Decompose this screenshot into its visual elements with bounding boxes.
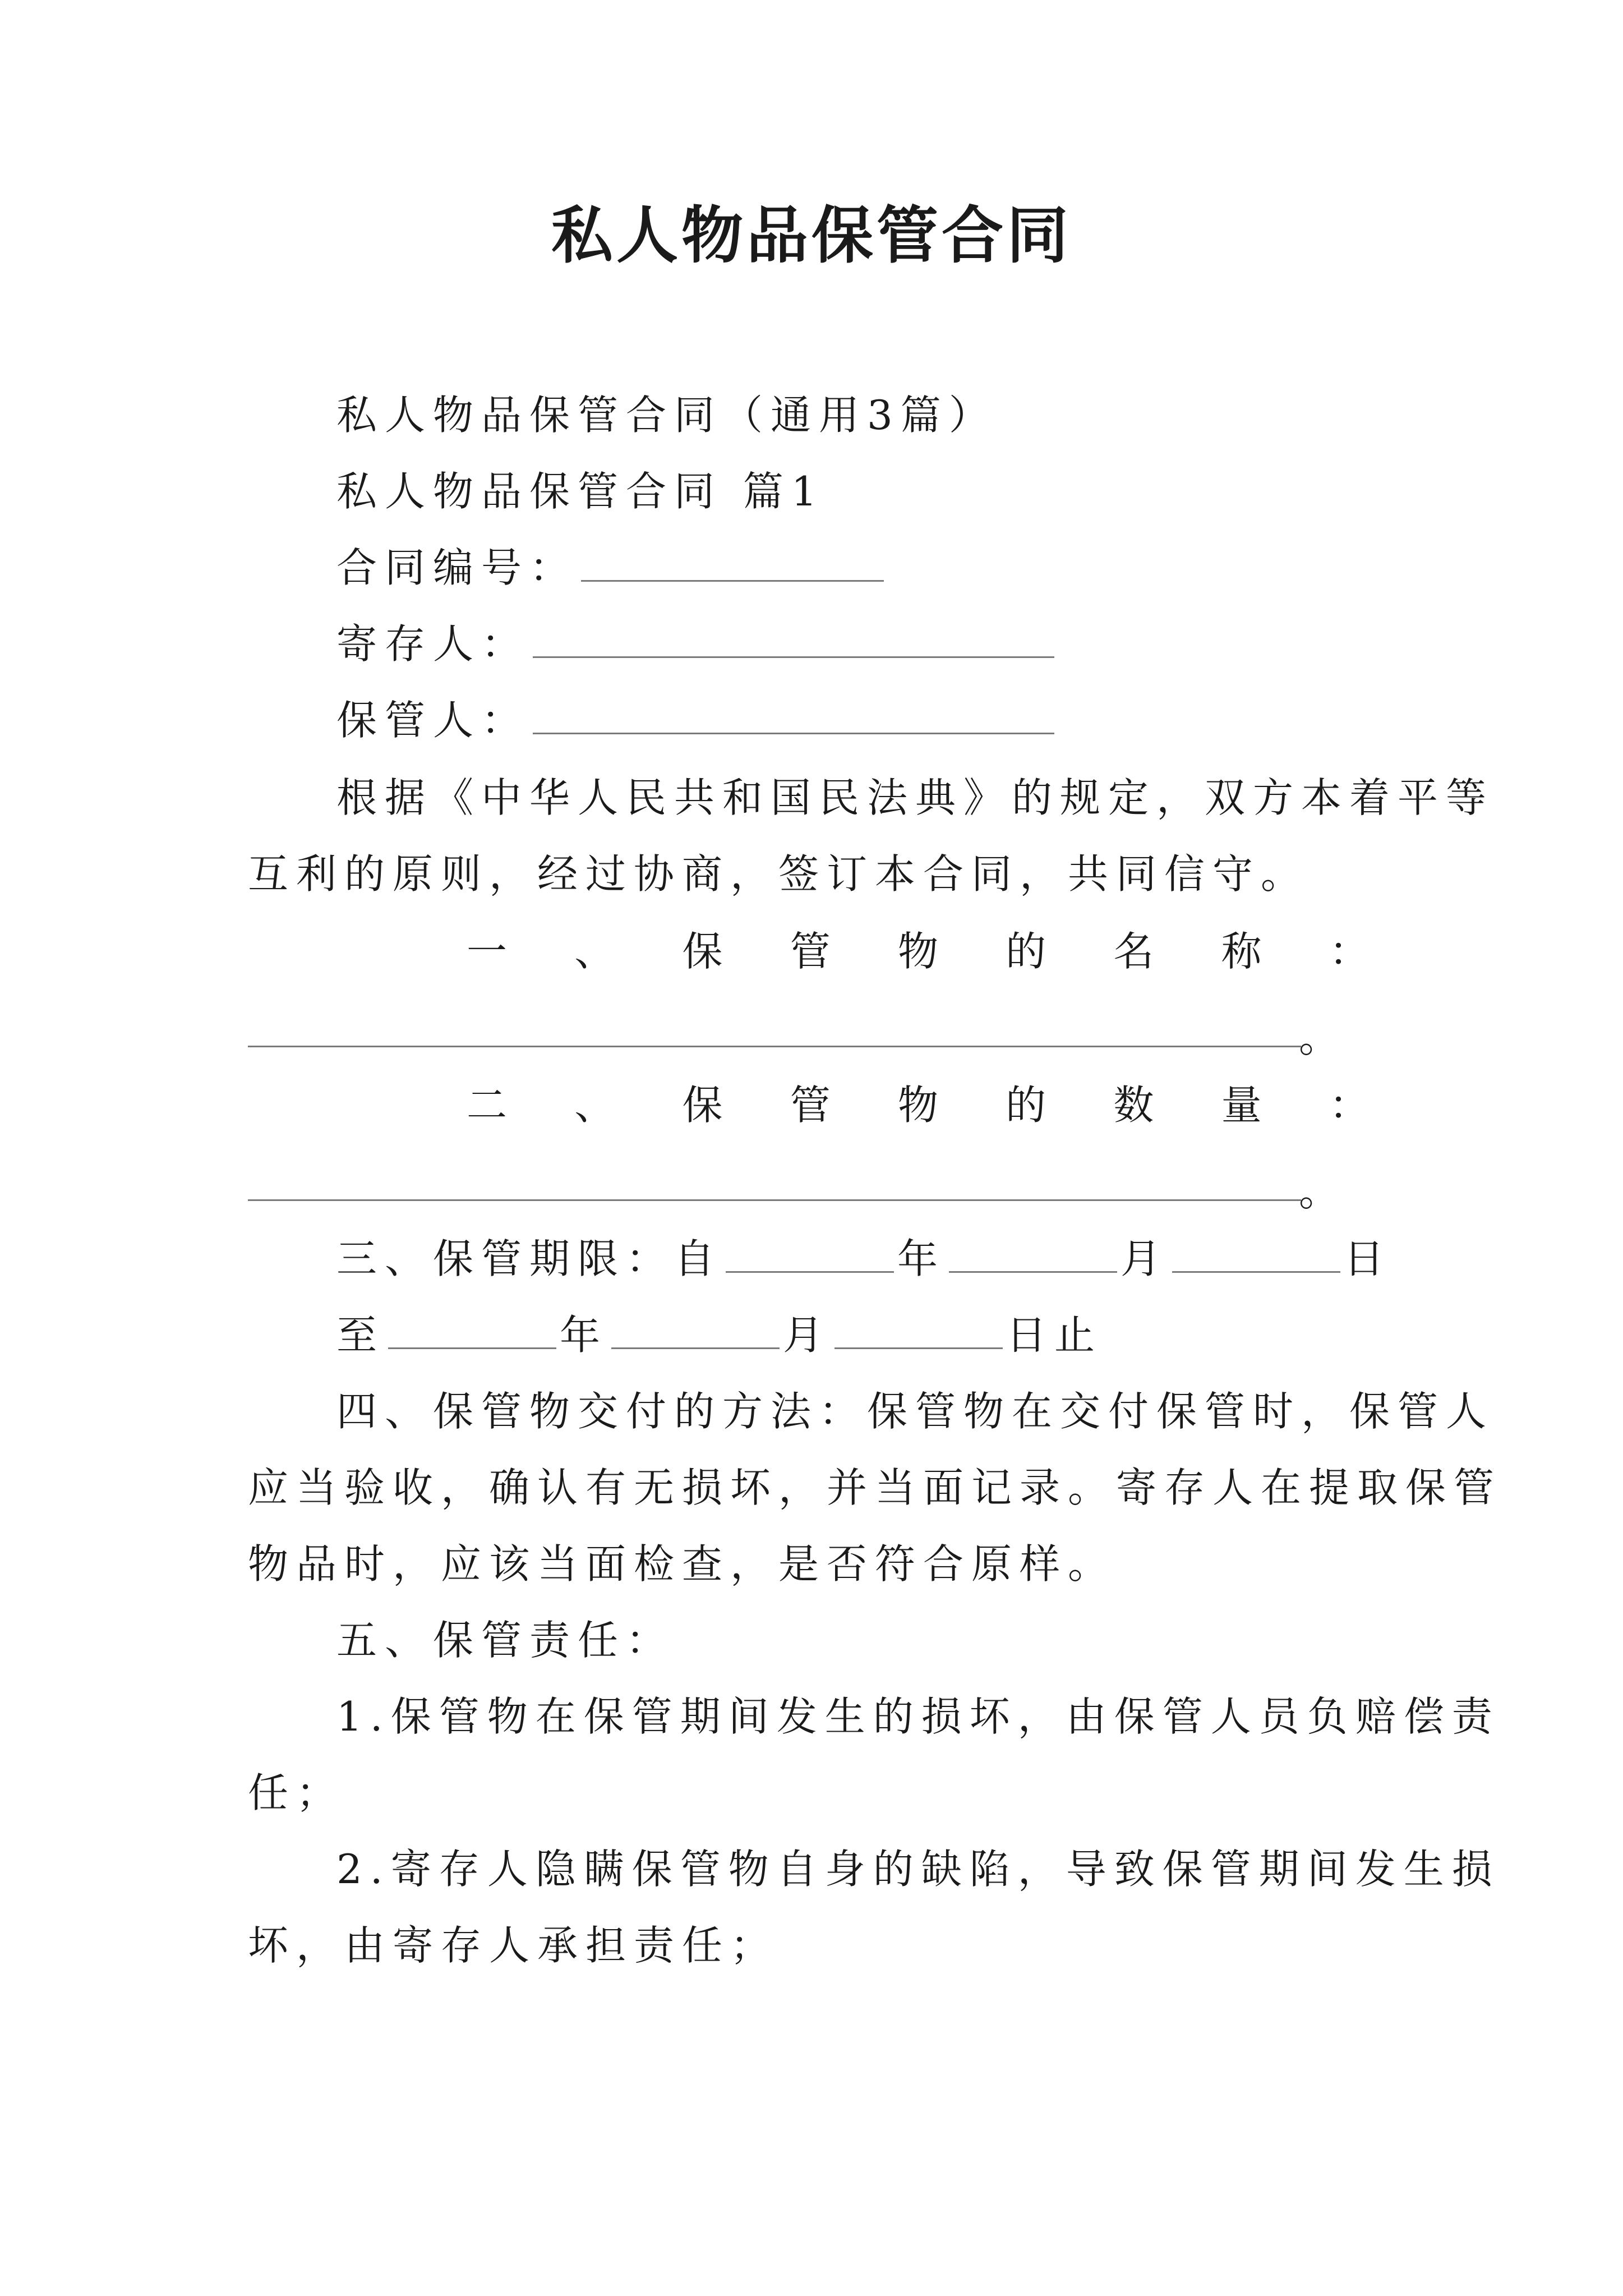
item1-char: 的 [1006, 928, 1046, 975]
item1-char: 称 [1221, 928, 1262, 975]
delivery-line-3: 物品时，应该当面检查，是否符合原样。 [248, 1540, 1117, 1588]
term-to-day-blank [834, 1310, 1003, 1349]
item1-blank [248, 1046, 1301, 1047]
term-from-month-blank [949, 1234, 1117, 1273]
contract-number-label: 合同编号： [336, 544, 578, 591]
term-to-year-label: 年 [560, 1312, 608, 1359]
item1-char: 、 [574, 928, 615, 975]
item1-char: ： [1329, 928, 1370, 975]
liability-2-line-2: 坏，由寄存人承担责任； [248, 1922, 779, 1969]
item1-char: 保 [682, 928, 723, 975]
term-day-label: 日 [1344, 1235, 1393, 1282]
contract-number-blank [581, 543, 884, 582]
depositor-blank [533, 619, 1054, 658]
delivery-line-2: 应当验收，确认有无损坏，并当面记录。寄存人在提取保管 [248, 1464, 1502, 1511]
depositor-label: 寄存人： [336, 620, 530, 668]
item2-char: ： [1329, 1082, 1370, 1129]
item2-char: 二 [467, 1082, 508, 1129]
term-from-day-blank [1172, 1234, 1340, 1273]
item2-heading [467, 1077, 1370, 1133]
term-label: 三、保管期限：自 [336, 1235, 723, 1282]
custodian-row [336, 692, 1058, 748]
item2-char: 量 [1221, 1082, 1262, 1129]
liability-heading: 五、保管责任： [336, 1617, 675, 1664]
contract-number-row [336, 540, 887, 596]
item2-end-mark: 。 [1299, 1168, 1340, 1215]
custodian-label: 保管人： [336, 697, 530, 744]
term-day-end-label: 日止 [1006, 1312, 1103, 1359]
item1-heading [467, 923, 1370, 979]
item2-char: 保 [682, 1082, 723, 1129]
intro-line-1: 根据《中华人民共和国民法典》的规定，双方本着平等 [336, 774, 1495, 821]
item2-char: 物 [897, 1082, 938, 1129]
liability-2-line-1: 2.寄存人隐瞒保管物自身的缺陷，导致保管期间发生损 [336, 1846, 1500, 1893]
section-heading: 私人物品保管合同 篇1 [336, 468, 825, 515]
term-month-label: 月 [1121, 1235, 1169, 1282]
depositor-row [336, 616, 1058, 672]
custodian-blank [533, 696, 1054, 734]
liability-1-line-2: 任； [248, 1769, 345, 1816]
term-from-row [336, 1231, 1392, 1287]
item1-char: 物 [897, 928, 938, 975]
item2-char: 的 [1006, 1082, 1046, 1129]
term-to-row [336, 1307, 1103, 1363]
intro-line-2: 互利的原则，经过协商，签订本合同，共同信守。 [248, 850, 1310, 898]
item2-char: 管 [790, 1082, 831, 1129]
item1-char: 管 [790, 928, 831, 975]
liability-1-line-1: 1.保管物在保管期间发生的损坏，由保管人员负赔偿责 [336, 1693, 1500, 1740]
term-to-month-label: 月 [783, 1312, 832, 1359]
item2-char: 、 [574, 1082, 615, 1129]
item1-char: 名 [1113, 928, 1154, 975]
item1-end-mark: 。 [1299, 1014, 1340, 1061]
term-to-month-blank [611, 1310, 780, 1349]
term-to-year-blank [388, 1310, 556, 1349]
term-to-label: 至 [336, 1312, 385, 1359]
term-from-year-blank [726, 1234, 894, 1273]
item2-char: 数 [1113, 1082, 1154, 1129]
item2-blank [248, 1199, 1301, 1201]
term-year-label: 年 [897, 1235, 946, 1282]
item1-char: 一 [467, 928, 508, 975]
delivery-line-1: 四、保管物交付的方法：保管物在交付保管时，保管人 [336, 1388, 1495, 1435]
document-subtitle: 私人物品保管合同（通用3篇） [336, 392, 997, 439]
document-title: 私人物品保管合同 [551, 199, 1072, 272]
